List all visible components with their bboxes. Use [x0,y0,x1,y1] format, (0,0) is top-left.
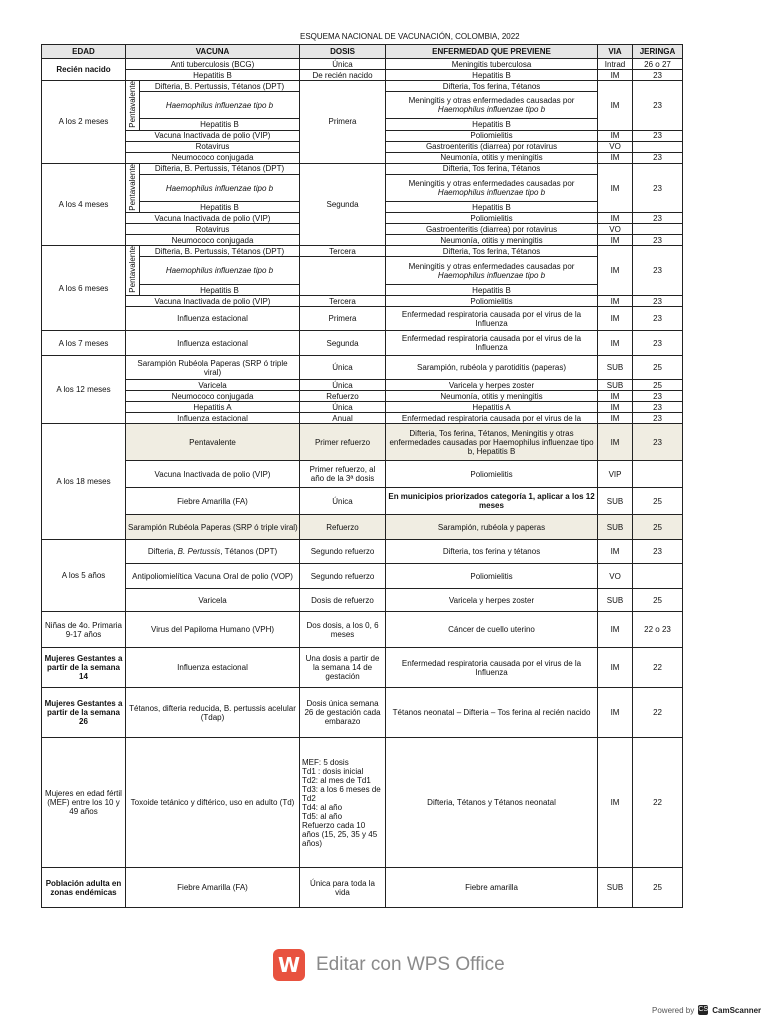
disease-cell [386,257,598,285]
syringe-cell: 23 [633,307,683,331]
dose-cell: Refuerzo [300,391,386,402]
camscanner-label: CamScanner [712,1005,762,1015]
table-row [42,564,683,589]
vaccine-text-italic: B. Pertussis [177,547,221,557]
syringe-cell: 23 [633,152,683,163]
dose-cell-empty [300,257,386,296]
age-cell: A los 5 años [42,540,126,612]
table-row [42,81,683,92]
route-cell: VO [598,224,633,235]
disease-cell: Poliomielitis [386,130,598,141]
route-cell: IM [598,688,633,738]
disease-cell: Meningitis tuberculosa [386,59,598,70]
route-cell: IM [598,163,633,213]
table-row [42,413,683,424]
route-cell: SUB [598,488,633,515]
disease-cell: Hepatitis A [386,402,598,413]
route-cell: SUB [598,356,633,380]
pentavalente-vertical-label: Pentavalente [128,81,137,128]
vaccine-cell: Varicela [126,589,300,612]
table-row [42,688,683,738]
dose-cell: De recién nacido [300,70,386,81]
vaccine-cell: Hepatitis B [126,70,300,81]
syringe-cell: 22 [633,688,683,738]
disease-cell: Tétanos neonatal – Difteria – Tos ferina al recién nacido [386,688,598,738]
vaccine-cell: Neumococo conjugada [126,152,300,163]
document-title: ESQUEMA NACIONAL DE VACUNACIÓN, COLOMBIA, 2022 [300,32,520,41]
table-row [42,391,683,402]
syringe-cell: 23 [633,81,683,131]
vaccine-cell: Sarampión Rubéola Paperas (SRP ó triple viral) [126,356,300,380]
vaccine-cell: Difteria, B. Pertussis, Tétanos (DPT) [140,246,300,257]
vaccine-cell: Neumococo conjugada [126,391,300,402]
disease-cell: Varicela y herpes zoster [386,589,598,612]
syringe-cell: 25 [633,868,683,908]
vaccine-cell: Varicela [126,380,300,391]
disease-cell: Sarampión, rubéola y parotiditis (paperas) [386,356,598,380]
table-row [42,163,683,174]
table-row [42,59,683,70]
syringe-cell [633,141,683,152]
dose-cell: Primera [300,307,386,331]
age-cell: A los 7 meses [42,331,126,356]
route-cell: IM [598,152,633,163]
syringe-cell [633,461,683,488]
age-cell: Población adulta en zonas endémicas [42,868,126,908]
vaccine-cell: Rotavirus [126,224,300,235]
dose-cell: Primera [300,81,386,164]
route-cell: IM [598,424,633,461]
dose-cell: Dos dosis, a los 0, 6 meses [300,612,386,648]
disease-cell: Fiebre amarilla [386,868,598,908]
disease-text-italic: Haemophilus influenzae tipo b [437,105,546,115]
disease-cell: Enfermedad respiratoria causada por el virus de la [386,413,598,424]
age-cell: Mujeres Gestantes a partir de la semana 14 [42,648,126,688]
vaccine-cell: Fiebre Amarilla (FA) [126,488,300,515]
vaccine-cell: Hepatitis B [140,119,300,130]
table-row [42,461,683,488]
header-edad: EDAD [42,45,126,59]
dose-cell: Dosis de refuerzo [300,589,386,612]
syringe-cell: 25 [633,488,683,515]
table-row [42,246,683,257]
disease-cell: Gastroenteritis (diarrea) por rotavirus [386,224,598,235]
table-row [42,738,683,868]
disease-cell: En municipios priorizados categoría 1, aplicar a los 12 meses [386,488,598,515]
disease-cell: Hepatitis B [386,202,598,213]
syringe-cell: 23 [633,130,683,141]
disease-cell: Varicela y herpes zoster [386,380,598,391]
dose-schedule-cell [300,738,386,868]
disease-cell: Neumonía, otitis y meningitis [386,235,598,246]
camscanner-watermark [652,1005,761,1015]
route-cell: IM [598,246,633,296]
syringe-cell: 23 [633,296,683,307]
vaccine-cell: Toxoide tetánico y diftérico, uso en adulto (Td) [126,738,300,868]
disease-cell: Difteria, Tos ferina, Tétanos [386,81,598,92]
disease-text: Meningitis y otras enfermedades causadas por [408,261,575,271]
disease-cell: Poliomielitis [386,213,598,224]
syringe-cell: 25 [633,515,683,540]
dose-cell: Única [300,402,386,413]
syringe-cell: 23 [633,424,683,461]
dose-cell: Primer refuerzo, al año de la 3ª dosis [300,461,386,488]
dose-line: Refuerzo cada 10 años (15, 25, 35 y 45 años) [302,820,378,848]
syringe-cell: 25 [633,589,683,612]
disease-cell: Hepatitis B [386,70,598,81]
age-cell: Niñas de 4o. Primaria 9-17 años [42,612,126,648]
syringe-cell: 22 o 23 [633,612,683,648]
vaccine-cell: Influenza estacional [126,648,300,688]
disease-text: Meningitis y otras enfermedades causadas por [408,96,575,106]
vaccine-cell: Haemophilus influenzae tipo b [140,257,300,285]
vaccine-text: , Tétanos (DPT) [220,547,278,557]
table-row [42,70,683,81]
vaccine-cell: Sarampión Rubéola Paperas (SRP ó triple viral) [126,515,300,540]
syringe-cell [633,564,683,589]
table-row [42,331,683,356]
header-dosis: DOSIS [300,45,386,59]
header-via: VIA [598,45,633,59]
disease-cell: Enfermedad respiratoria causada por el virus de la Influenza [386,307,598,331]
table-row [42,424,683,461]
table-row [42,589,683,612]
dose-cell: Dosis única semana 26 de gestación cada embarazo [300,688,386,738]
pentavalente-vertical-label: Pentavalente [128,246,137,294]
vaccine-cell: Hepatitis B [140,202,300,213]
table-row [42,540,683,564]
vaccine-cell: Influenza estacional [126,413,300,424]
disease-cell [386,175,598,202]
vaccine-cell: Vacuna Inactivada de polio (VIP) [126,213,300,224]
age-cell: A los 18 meses [42,424,126,540]
pentavalente-label-cell [126,81,140,131]
syringe-cell: 23 [633,235,683,246]
vaccine-cell: Rotavirus [126,141,300,152]
route-cell: IM [598,391,633,402]
dose-line: Td3: a los 6 meses de Td2 [302,784,381,803]
vaccination-schedule-table [41,44,683,908]
route-cell: SUB [598,380,633,391]
age-cell: A los 6 meses [42,246,126,331]
vaccine-cell: Influenza estacional [126,307,300,331]
route-cell: IM [598,130,633,141]
disease-cell [386,92,598,119]
table-row [42,612,683,648]
vaccine-cell: Influenza estacional [126,331,300,356]
disease-cell: Enfermedad respiratoria causada por el virus de la Influenza [386,331,598,356]
syringe-cell: 23 [633,331,683,356]
route-cell: IM [598,296,633,307]
vaccine-cell: Fiebre Amarilla (FA) [126,868,300,908]
table-row [42,356,683,380]
vaccine-cell: Hepatitis A [126,402,300,413]
disease-cell: Hepatitis B [386,285,598,296]
vaccine-cell: Virus del Papiloma Humano (VPH) [126,612,300,648]
route-cell: IM [598,648,633,688]
disease-cell: Difteria, Tos ferina, Tétanos [386,163,598,174]
vaccine-text: Difteria, [147,547,178,557]
table-row [42,402,683,413]
syringe-cell: 23 [633,70,683,81]
table-row [42,296,683,307]
syringe-cell: 23 [633,246,683,296]
disease-text-italic: Haemophilus influenzae tipo b [437,270,546,280]
syringe-cell: 23 [633,413,683,424]
table-row [42,488,683,515]
dose-cell: Refuerzo [300,515,386,540]
dose-cell: Única [300,356,386,380]
route-cell: IM [598,402,633,413]
dose-cell: Primer refuerzo [300,424,386,461]
route-cell: VO [598,564,633,589]
table-row [42,648,683,688]
route-cell: SUB [598,589,633,612]
dose-cell: Segundo refuerzo [300,564,386,589]
dose-line: Td2: al mes de Td1 [302,775,371,785]
vaccine-cell: Pentavalente [126,424,300,461]
vaccine-cell: Vacuna Inactivada de polio (VIP) [126,461,300,488]
dose-cell: Única [300,59,386,70]
vaccine-cell: Vacuna Inactivada de polio (VIP) [126,296,300,307]
route-cell: VIP [598,461,633,488]
syringe-cell: 25 [633,356,683,380]
dose-line: Td1 : dosis inicial [302,766,364,776]
vaccine-cell: Neumococo conjugada [126,235,300,246]
dose-cell: Una dosis a partir de la semana 14 de gestación [300,648,386,688]
dose-line: Td4: al año [302,802,343,812]
disease-cell: Cáncer de cuello uterino [386,612,598,648]
vaccine-cell: Hepatitis B [140,285,300,296]
vaccine-cell: Difteria, B. Pertussis, Tétanos (DPT) [140,163,300,174]
disease-cell: Gastroenteritis (diarrea) por rotavirus [386,141,598,152]
age-cell: Mujeres Gestantes a partir de la semana 26 [42,688,126,738]
vaccine-cell: Tétanos, difteria reducida, B. pertussis acelular (Tdap) [126,688,300,738]
pentavalente-label-cell [126,246,140,296]
route-cell: IM [598,213,633,224]
vaccine-cell: Vacuna Inactivada de polio (VIP) [126,130,300,141]
disease-cell: Neumonía, otitis y meningitis [386,152,598,163]
route-cell: IM [598,307,633,331]
table-header-row [42,45,683,59]
disease-text-italic: Haemophilus influenzae tipo b [437,188,546,198]
dose-cell: Única [300,380,386,391]
vaccine-cell: Haemophilus influenzae tipo b [140,92,300,119]
dose-cell: Tercera [300,246,386,257]
route-cell: IM [598,70,633,81]
disease-cell: Sarampión, rubéola y paperas [386,515,598,540]
route-cell: SUB [598,515,633,540]
vaccine-cell [126,540,300,564]
disease-cell: Poliomielitis [386,564,598,589]
route-cell: VO [598,141,633,152]
disease-cell: Neumonía, otitis y meningitis [386,391,598,402]
age-cell: Mujeres en edad fértil (MEF) entre los 10 y 49 años [42,738,126,868]
table-row [42,380,683,391]
syringe-cell: 23 [633,402,683,413]
dose-line: MEF: 5 dosis [302,757,349,767]
disease-text: Meningitis y otras enfermedades causadas por [408,179,575,189]
syringe-cell [633,224,683,235]
route-cell: IM [598,612,633,648]
dose-cell: Tercera [300,296,386,307]
route-cell: IM [598,331,633,356]
syringe-cell: 22 [633,648,683,688]
dose-cell: Segunda [300,331,386,356]
age-cell: A los 12 meses [42,356,126,424]
disease-cell: Difteria, Tos ferina, Tétanos [386,246,598,257]
route-cell: SUB [598,868,633,908]
syringe-cell: 23 [633,540,683,564]
age-cell: Recién nacido [42,59,126,81]
route-cell: IM [598,81,633,131]
route-cell: IM [598,738,633,868]
disease-cell: Enfermedad respiratoria causada por el virus de la Influenza [386,648,598,688]
route-cell: IM [598,413,633,424]
dose-cell: Única [300,488,386,515]
pentavalente-vertical-label: Pentavalente [128,163,137,211]
disease-cell: Difteria, Tos ferina, Tétanos, Meningitis y otras enfermedades causadas por Haemophilus influenzae tipo b, Hepatitis B [386,424,598,461]
table-row [42,515,683,540]
edit-with-wps-link[interactable]: Editar con WPS Office [316,954,505,975]
syringe-cell: 23 [633,163,683,213]
syringe-cell: 26 o 27 [633,59,683,70]
vaccine-cell: Antipoliomielítica Vacuna Oral de polio (VOP) [126,564,300,589]
vaccine-cell: Anti tuberculosis (BCG) [126,59,300,70]
syringe-cell: 22 [633,738,683,868]
disease-cell: Difteria, Tétanos y Tétanos neonatal [386,738,598,868]
route-cell: IM [598,235,633,246]
syringe-cell: 25 [633,380,683,391]
pentavalente-label-cell [126,163,140,213]
dose-cell: Anual [300,413,386,424]
dose-cell: Única para toda la vida [300,868,386,908]
wps-logo-icon[interactable]: W [273,949,305,981]
disease-cell: Hepatitis B [386,119,598,130]
dose-line: Td5: al año [302,811,343,821]
powered-by-label: Powered by [652,1005,695,1015]
vaccine-cell: Difteria, B. Pertussis, Tétanos (DPT) [140,81,300,92]
dose-cell: Segundo refuerzo [300,540,386,564]
table-row [42,307,683,331]
header-jeringa: JERINGA [633,45,683,59]
vaccine-cell: Haemophilus influenzae tipo b [140,175,300,202]
table-row [42,868,683,908]
route-cell: Intrad [598,59,633,70]
route-cell: IM [598,540,633,564]
header-enfermedad: ENFERMEDAD QUE PREVIENE [386,45,598,59]
disease-cell: Poliomielitis [386,296,598,307]
disease-cell: Poliomielitis [386,461,598,488]
syringe-cell: 23 [633,391,683,402]
syringe-cell: 23 [633,213,683,224]
age-cell: A los 2 meses [42,81,126,164]
header-vacuna: VACUNA [126,45,300,59]
dose-cell: Segunda [300,163,386,246]
disease-cell: Difteria, tos ferina y tétanos [386,540,598,564]
age-cell: A los 4 meses [42,163,126,246]
camscanner-icon: CS [698,1006,709,1013]
